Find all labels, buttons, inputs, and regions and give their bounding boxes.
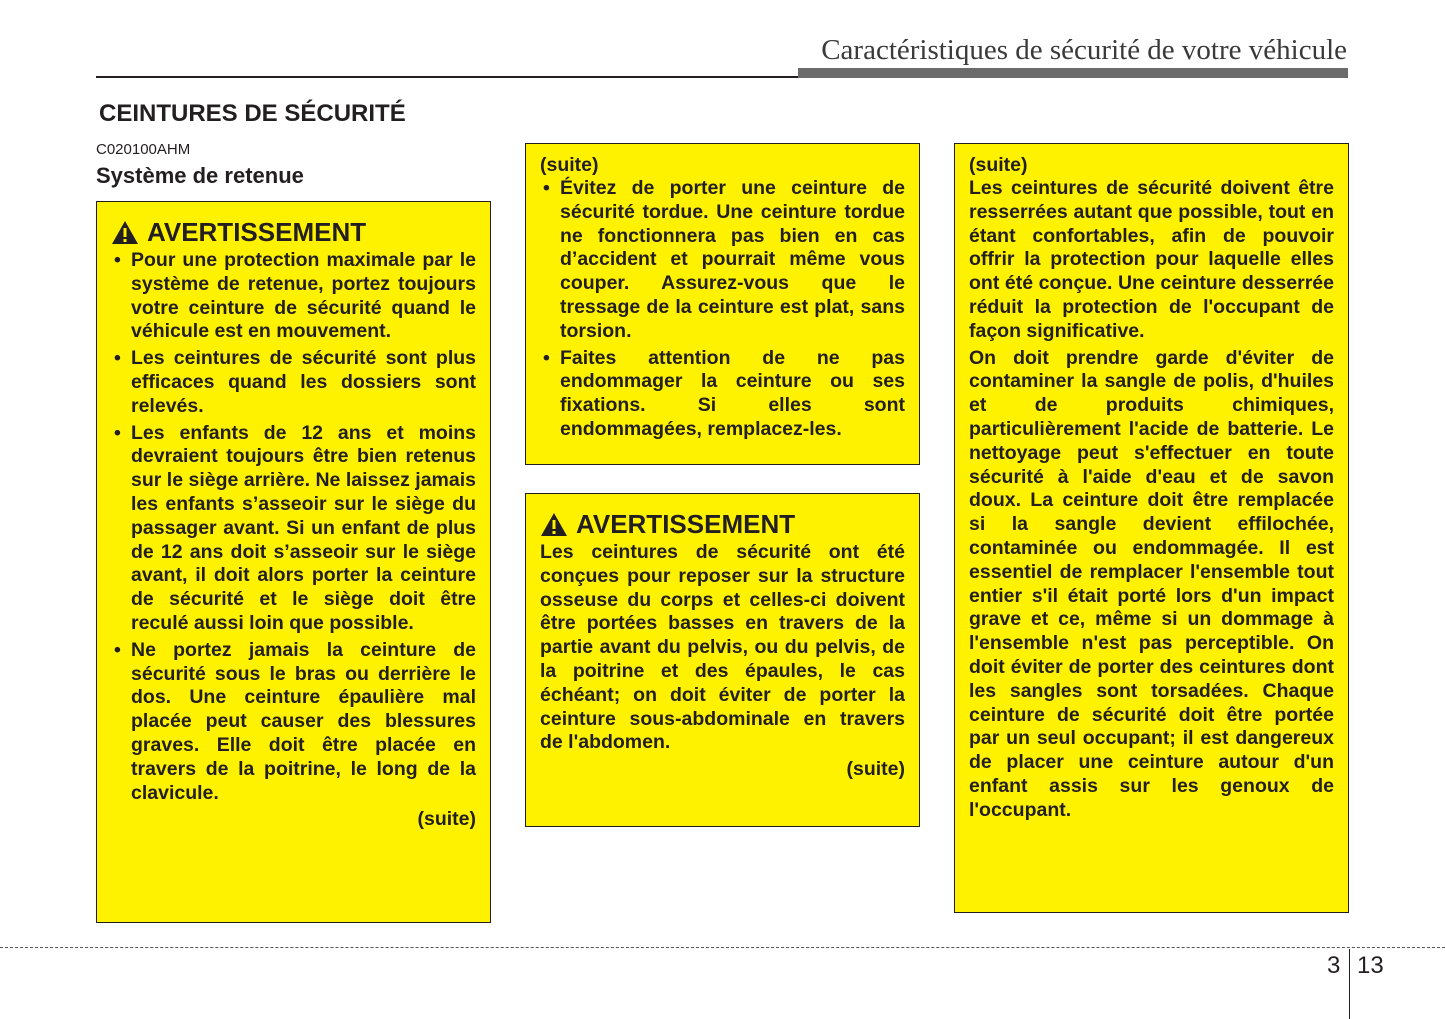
- warning-paragraph: Les ceintures de sécurité ont été conçues pour reposer sur la structure osseuse du corps et celles-ci doivent être portées basses en travers de la partie avant du pelvis, ou du pelvis, de la poitrine et des épaules, le cas échéant; on doit éviter de porter la ceinture sous-abdominale en travers de l'abdomen.: [540, 541, 905, 754]
- continued-label: (suite): [417, 808, 476, 831]
- list-item: • Pour une protection maximale par le système de retenue, portez toujours votre ceinture de sécurité quand le véhicule est en mouvement.: [111, 249, 476, 344]
- warning-list: [540, 177, 905, 442]
- warning-paragraph: Les ceintures de sécurité doivent être resserrées autant que possible, tout en étant confortables, afin de pouvoir offrir la protection pour laquelle elles ont été conçue. Une ceinture desserrée réduit la protection de l'occupant de façon significative.: [969, 177, 1334, 342]
- continued-label: (suite): [846, 758, 905, 781]
- warning-paragraph: On doit prendre garde d'éviter de contaminer la sangle de polis, d'huiles et de produits chimiques, particulièrement l'acide de batterie. Le nettoyage peut s'effectuer en toute sécurité à l'aide d'eau et de savon doux. La ceinture doit être remplacée si la sangle devient effilochée, contaminée ou endommagée. Il est essentiel de remplacer l'ensemble tout entier s'il était porté lors d'un impact grave et ce, même si un dommage à l'ensemble n'est pas perceptible. On doit éviter de porter des ceintures dont les sangles sont torsadées. Chaque ceinture de sécurité doit être portée par un seul occupant; il est dangereux de placer une ceinture autour d'un enfant assis sur les genoux de l'occupant.: [969, 346, 1334, 821]
- warning-triangle-icon: [111, 220, 139, 245]
- section-subtitle: Système de retenue: [96, 163, 304, 188]
- list-item: • Faites attention de ne pas endommager la ceinture ou ses fixations. Si elles sont endommagées, remplacez-les.: [540, 347, 905, 442]
- warning-triangle-icon: [540, 512, 568, 537]
- warning-box-2-continued: [954, 143, 1349, 913]
- continued-label: (suite): [969, 154, 1028, 176]
- warning-box-2: [525, 493, 920, 827]
- warning-heading-text: AVERTISSEMENT: [576, 509, 796, 539]
- warning-heading-text: AVERTISSEMENT: [147, 217, 367, 247]
- warning-heading: [540, 508, 905, 540]
- header-bar: [798, 68, 1348, 78]
- warning-box-1-continued: [525, 143, 920, 465]
- list-item: • Ne portez jamais la ceinture de sécurité sous le bras ou derrière le dos. Une ceinture épaulière mal placée peut causer des blessures graves. Elle doit être placée en travers de la poitrine, le long de la clavicule.: [111, 639, 476, 806]
- list-item: • Évitez de porter une ceinture de sécurité tordue. Une ceinture tordue ne fonctionnera pas bien en cas d’accident et pourrait même vous couper. Assurez-vous que le tressage de la ceinture est plat, sans torsion.: [540, 177, 905, 344]
- header-rule: [96, 76, 800, 78]
- chapter-title: Caractéristiques de sécurité de votre véhicule: [821, 34, 1347, 66]
- page-number: 13: [1357, 952, 1384, 979]
- continued-label: (suite): [540, 154, 599, 176]
- page-number-divider: [1349, 949, 1350, 1019]
- list-item: • Les ceintures de sécurité sont plus efficaces quand les dossiers sont relevés.: [111, 347, 476, 418]
- section-code: C020100AHM: [96, 141, 191, 158]
- warning-box-1: [96, 201, 491, 923]
- warning-list: [111, 249, 476, 805]
- section-title: CEINTURES DE SÉCURITÉ: [99, 100, 406, 127]
- footer-dashed-rule: [0, 947, 1445, 948]
- chapter-number: 3: [1327, 952, 1341, 979]
- warning-heading: [111, 216, 476, 248]
- list-item: • Les enfants de 12 ans et moins devraient toujours être bien retenus sur le siège arrière. Ne laissez jamais les enfants s’asseoir sur le siège du passager avant. Si un enfant de plus de 12 ans doit s’asseoir sur le siège avant, il doit alors porter la ceinture de sécurité et le siège doit être reculé aussi loin que possible.: [111, 422, 476, 636]
